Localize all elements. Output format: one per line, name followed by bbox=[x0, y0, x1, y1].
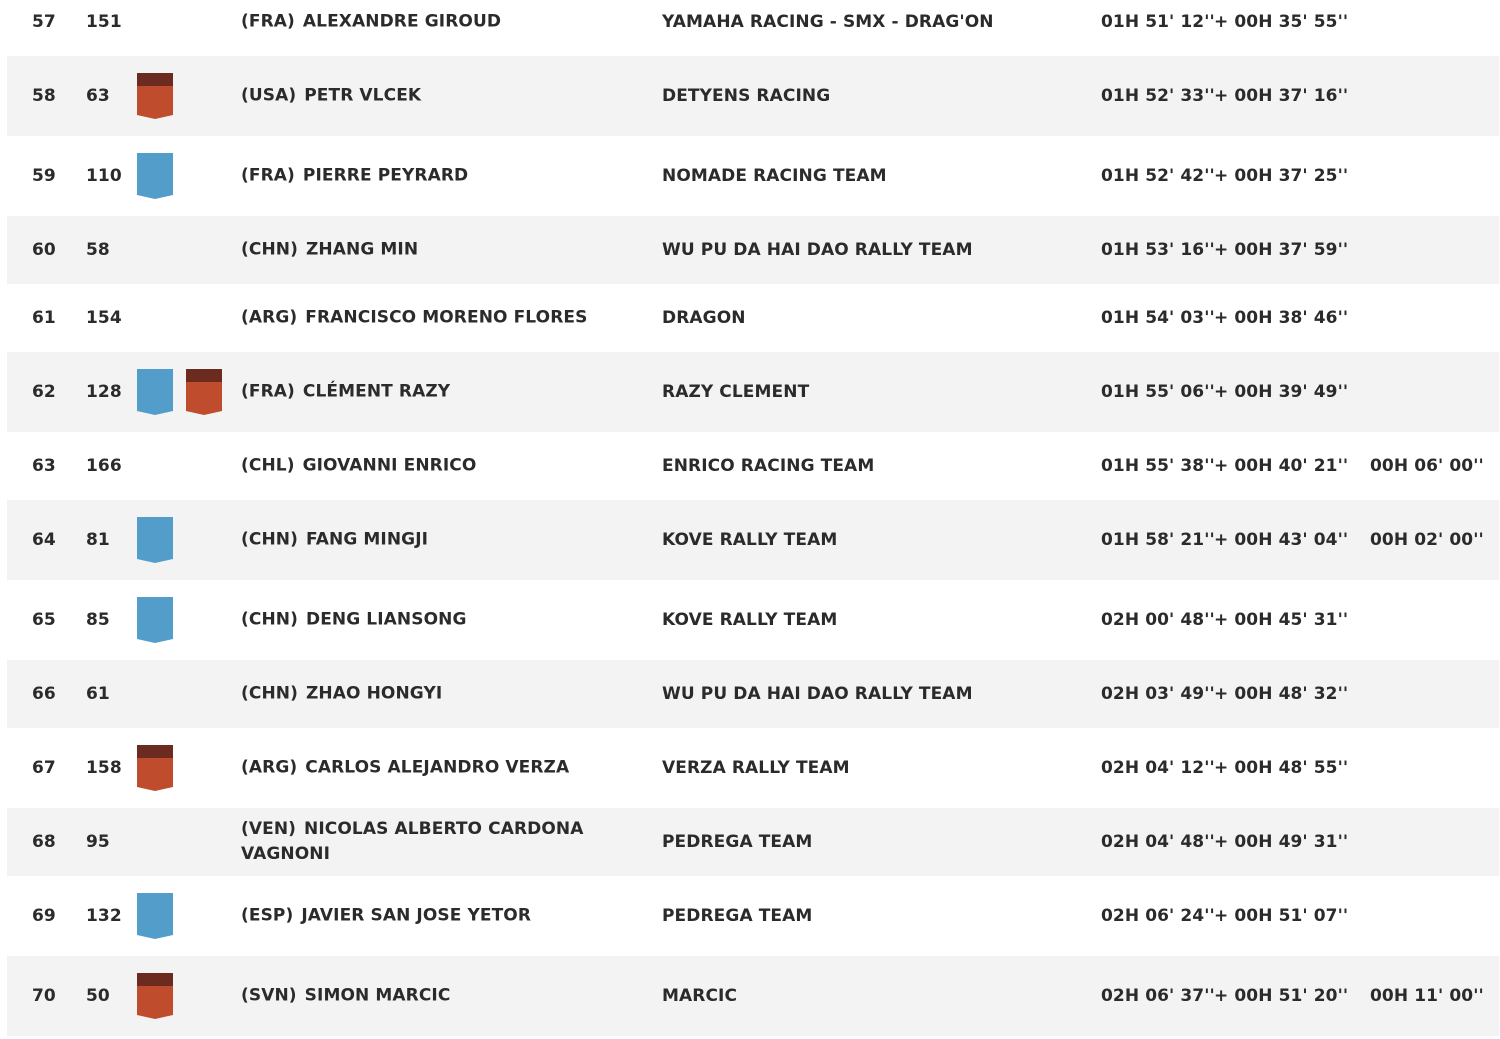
rider-cell bbox=[241, 84, 641, 109]
gap-cell: + 00H 35' 55'' bbox=[1214, 12, 1349, 32]
rider-cell bbox=[241, 454, 641, 479]
team-cell: DRAGON bbox=[662, 308, 746, 328]
team-cell: NOMADE RACING TEAM bbox=[662, 166, 887, 186]
position-cell: 69 bbox=[32, 906, 56, 926]
bib-number-cell: 85 bbox=[86, 610, 110, 630]
rider-cell bbox=[241, 904, 641, 929]
rider-name-link[interactable]: SIMON MARCIC bbox=[304, 985, 451, 1006]
nationality-code: (CHN) bbox=[241, 683, 298, 704]
rider-cell bbox=[241, 682, 641, 707]
nationality-code: (ESP) bbox=[241, 905, 294, 926]
nationality-code: (USA) bbox=[241, 85, 297, 106]
team-cell: DETYENS RACING bbox=[662, 86, 831, 106]
gap-cell: + 00H 49' 31'' bbox=[1214, 832, 1349, 852]
table-row[interactable] bbox=[7, 660, 1499, 728]
gap-cell: + 00H 51' 20'' bbox=[1214, 986, 1349, 1006]
bib-number-cell: 58 bbox=[86, 240, 110, 260]
rider-name-link[interactable]: FANG MINGJI bbox=[305, 529, 429, 550]
team-cell: KOVE RALLY TEAM bbox=[662, 610, 838, 630]
rider-cell bbox=[241, 608, 641, 633]
table-row[interactable] bbox=[7, 808, 1499, 876]
time-cell: 02H 00' 48'' bbox=[1101, 610, 1215, 630]
veteran-badge-icon bbox=[137, 973, 173, 1019]
time-cell: 01H 51' 12'' bbox=[1101, 12, 1215, 32]
bib-number-cell: 63 bbox=[86, 86, 110, 106]
table-row[interactable] bbox=[7, 876, 1499, 956]
nationality-code: (FRA) bbox=[241, 11, 295, 32]
table-row[interactable] bbox=[7, 500, 1499, 580]
bib-number-cell: 50 bbox=[86, 986, 110, 1006]
rider-cell bbox=[241, 306, 641, 331]
gap-cell: + 00H 37' 25'' bbox=[1214, 166, 1349, 186]
nationality-code: (CHN) bbox=[241, 239, 298, 260]
rider-cell bbox=[241, 238, 641, 263]
bib-number-cell: 61 bbox=[86, 684, 110, 704]
position-cell: 62 bbox=[32, 382, 56, 402]
nationality-code: (SVN) bbox=[241, 985, 297, 1006]
penalty-cell: 00H 02' 00'' bbox=[1370, 530, 1484, 550]
veteran-badge-icon bbox=[137, 73, 173, 119]
gap-cell: + 00H 45' 31'' bbox=[1214, 610, 1349, 630]
position-cell: 68 bbox=[32, 832, 56, 852]
rider-cell bbox=[241, 164, 641, 189]
bib-number-cell: 95 bbox=[86, 832, 110, 852]
rider-cell bbox=[241, 756, 641, 781]
bib-number-cell: 110 bbox=[86, 166, 122, 186]
rider-name-link[interactable]: ZHAO HONGYI bbox=[305, 683, 443, 704]
gap-cell: + 00H 48' 32'' bbox=[1214, 684, 1349, 704]
position-cell: 66 bbox=[32, 684, 56, 704]
rookie-badge-icon bbox=[137, 893, 173, 939]
rider-name-link[interactable]: DENG LIANSONG bbox=[305, 609, 467, 630]
rider-name-link[interactable]: PETR VLCEK bbox=[304, 85, 422, 106]
nationality-code: (CHL) bbox=[241, 455, 295, 476]
position-cell: 59 bbox=[32, 166, 56, 186]
time-cell: 02H 06' 24'' bbox=[1101, 906, 1215, 926]
time-cell: 02H 04' 12'' bbox=[1101, 758, 1215, 778]
bib-number-cell: 81 bbox=[86, 530, 110, 550]
rider-name-link[interactable]: FRANCISCO MORENO FLORES bbox=[305, 307, 588, 328]
veteran-badge-icon bbox=[186, 369, 222, 415]
position-cell: 60 bbox=[32, 240, 56, 260]
table-row[interactable] bbox=[7, 136, 1499, 216]
bib-number-cell: 166 bbox=[86, 456, 122, 476]
time-cell: 01H 58' 21'' bbox=[1101, 530, 1215, 550]
rider-name-link[interactable]: NICOLAS ALBERTO CARDONA VAGNONI bbox=[241, 819, 584, 864]
position-cell: 63 bbox=[32, 456, 56, 476]
time-cell: 02H 03' 49'' bbox=[1101, 684, 1215, 704]
rookie-badge-icon bbox=[137, 597, 173, 643]
rookie-badge-icon bbox=[137, 517, 173, 563]
bib-number-cell: 132 bbox=[86, 906, 122, 926]
rider-name-link[interactable]: ZHANG MIN bbox=[305, 239, 419, 260]
bib-number-cell: 158 bbox=[86, 758, 122, 778]
table-row[interactable] bbox=[7, 432, 1499, 500]
nationality-code: (FRA) bbox=[241, 165, 295, 186]
team-cell: VERZA RALLY TEAM bbox=[662, 758, 850, 778]
rider-name-link[interactable]: PIERRE PEYRARD bbox=[302, 165, 469, 186]
team-cell: RAZY CLEMENT bbox=[662, 382, 810, 402]
rookie-badge-icon bbox=[137, 369, 173, 415]
rider-cell bbox=[241, 528, 641, 553]
rider-name-link[interactable]: JAVIER SAN JOSE YETOR bbox=[301, 905, 532, 926]
position-cell: 61 bbox=[32, 308, 56, 328]
nationality-code: (ARG) bbox=[241, 757, 298, 778]
nationality-code: (CHN) bbox=[241, 529, 298, 550]
gap-cell: + 00H 37' 59'' bbox=[1214, 240, 1349, 260]
penalty-cell: 00H 06' 00'' bbox=[1370, 456, 1484, 476]
rider-cell bbox=[241, 984, 641, 1009]
bib-number-cell: 128 bbox=[86, 382, 122, 402]
rider-name-link[interactable]: ALEXANDRE GIROUD bbox=[302, 11, 502, 32]
gap-cell: + 00H 37' 16'' bbox=[1214, 86, 1349, 106]
rider-cell bbox=[241, 10, 641, 35]
nationality-code: (ARG) bbox=[241, 307, 298, 328]
gap-cell: + 00H 51' 07'' bbox=[1214, 906, 1349, 926]
team-cell: YAMAHA RACING - SMX - DRAG'ON bbox=[662, 12, 994, 32]
time-cell: 01H 52' 42'' bbox=[1101, 166, 1215, 186]
nationality-code: (VEN) bbox=[241, 819, 297, 839]
position-cell: 57 bbox=[32, 12, 56, 32]
table-row[interactable] bbox=[7, 580, 1499, 660]
bib-number-cell: 151 bbox=[86, 12, 122, 32]
position-cell: 70 bbox=[32, 986, 56, 1006]
rider-name-link[interactable]: CARLOS ALEJANDRO VERZA bbox=[305, 757, 570, 778]
bib-number-cell: 154 bbox=[86, 308, 122, 328]
table-row[interactable] bbox=[7, 0, 1499, 44]
rider-name-link[interactable]: GIOVANNI ENRICO bbox=[302, 455, 477, 476]
gap-cell: + 00H 48' 55'' bbox=[1214, 758, 1349, 778]
rider-name-link[interactable]: CLÉMENT RAZY bbox=[302, 381, 451, 402]
time-cell: 01H 55' 06'' bbox=[1101, 382, 1215, 402]
rider-cell bbox=[241, 380, 641, 405]
table-row[interactable] bbox=[7, 728, 1499, 808]
penalty-cell: 00H 11' 00'' bbox=[1370, 986, 1484, 1006]
team-cell: WU PU DA HAI DAO RALLY TEAM bbox=[662, 240, 973, 260]
position-cell: 67 bbox=[32, 758, 56, 778]
table-row[interactable] bbox=[7, 956, 1499, 1036]
team-cell: ENRICO RACING TEAM bbox=[662, 456, 875, 476]
position-cell: 64 bbox=[32, 530, 56, 550]
time-cell: 01H 52' 33'' bbox=[1101, 86, 1215, 106]
rookie-badge-icon bbox=[137, 153, 173, 199]
time-cell: 01H 53' 16'' bbox=[1101, 240, 1215, 260]
team-cell: WU PU DA HAI DAO RALLY TEAM bbox=[662, 684, 973, 704]
nationality-code: (FRA) bbox=[241, 381, 295, 402]
gap-cell: + 00H 40' 21'' bbox=[1214, 456, 1349, 476]
gap-cell: + 00H 39' 49'' bbox=[1214, 382, 1349, 402]
team-cell: PEDREGA TEAM bbox=[662, 906, 813, 926]
gap-cell: + 00H 43' 04'' bbox=[1214, 530, 1349, 550]
nationality-code: (CHN) bbox=[241, 609, 298, 630]
team-cell: MARCIC bbox=[662, 986, 738, 1006]
gap-cell: + 00H 38' 46'' bbox=[1214, 308, 1349, 328]
position-cell: 65 bbox=[32, 610, 56, 630]
time-cell: 02H 06' 37'' bbox=[1101, 986, 1215, 1006]
veteran-badge-icon bbox=[137, 745, 173, 791]
table-row[interactable] bbox=[7, 352, 1499, 432]
table-row[interactable] bbox=[7, 56, 1499, 136]
time-cell: 01H 55' 38'' bbox=[1101, 456, 1215, 476]
time-cell: 02H 04' 48'' bbox=[1101, 832, 1215, 852]
time-cell: 01H 54' 03'' bbox=[1101, 308, 1215, 328]
rider-cell bbox=[241, 817, 641, 867]
table-row[interactable] bbox=[7, 284, 1499, 352]
table-row[interactable] bbox=[7, 216, 1499, 284]
position-cell: 58 bbox=[32, 86, 56, 106]
team-cell: KOVE RALLY TEAM bbox=[662, 530, 838, 550]
team-cell: PEDREGA TEAM bbox=[662, 832, 813, 852]
